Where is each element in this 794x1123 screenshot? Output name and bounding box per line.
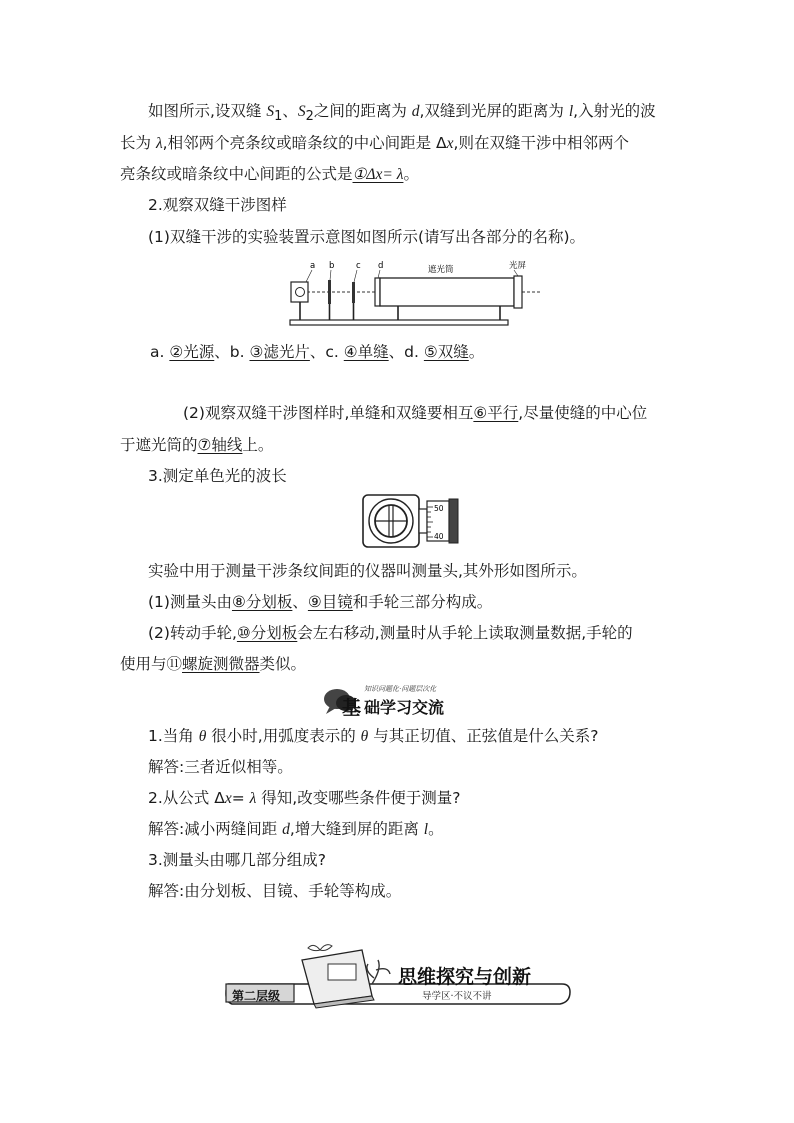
- section-3-p1: [148, 591, 492, 613]
- section-2-item-2-cont: [120, 434, 273, 456]
- leader-line: [306, 270, 312, 282]
- text: 、c.: [309, 343, 344, 361]
- connector: [419, 509, 427, 533]
- label-a: a: [310, 261, 316, 271]
- text: 于遮光筒的: [120, 436, 198, 454]
- label-d: d: [378, 261, 384, 271]
- section-2-item-1: (1)双缝干涉的实验装置示意图如图所示(请写出各部分的名称)。: [148, 228, 586, 246]
- text: 和手轮三部分构成。: [352, 593, 493, 611]
- section-subtitle: 导学区·不议不讲: [422, 991, 492, 1002]
- answer-3: 解答:由分划板、目镜、手轮等构成。: [148, 882, 402, 900]
- answer-formula: ①Δx= λ: [352, 166, 404, 183]
- text: 会左右移动,测量时从手轮上读取测量数据,手轮的: [297, 624, 633, 642]
- answer-light-source: ②光源: [169, 343, 215, 361]
- var-theta: θ: [198, 728, 207, 745]
- answer-reticle-2: ⑩分划板: [236, 624, 298, 642]
- text: 、: [292, 593, 308, 611]
- answer-eyepiece: ⑨目镜: [307, 593, 353, 611]
- var-d: d: [411, 103, 420, 120]
- text: 类似。: [259, 655, 307, 673]
- scale-40: 40: [434, 532, 444, 541]
- text: 解答:减小两缝间距: [148, 820, 283, 838]
- intro-text: ,入射光的波: [573, 102, 656, 120]
- light-shield-tube: [380, 278, 514, 306]
- section-2-heading: 2.观察双缝干涉图样: [148, 196, 287, 214]
- intro-text: 长为: [120, 134, 156, 152]
- butterfly-icon: [308, 945, 332, 951]
- text: ,尽量使缝的中心位: [518, 404, 648, 422]
- var-theta: θ: [360, 728, 369, 745]
- intro-line-2: [120, 132, 629, 155]
- text: 使用与⑪: [120, 655, 183, 673]
- text: 2.从公式 Δ: [148, 789, 225, 807]
- intro-text: ,双缝到光屏的距离为: [419, 102, 569, 120]
- basic-learning-banner: [322, 684, 472, 718]
- level-label: 第二层级: [232, 989, 281, 1003]
- intro-line-1: [148, 100, 656, 128]
- question-1: [148, 725, 598, 748]
- section-title: 思维探究与创新: [398, 966, 532, 988]
- text: a.: [150, 343, 170, 361]
- answer-reticle: ⑧分划板: [231, 593, 293, 611]
- intro-text: 。: [403, 165, 419, 183]
- text: 、b.: [214, 343, 250, 361]
- text: 、d.: [388, 343, 424, 361]
- screen: [514, 276, 522, 308]
- text: (2)转动手轮,: [148, 624, 237, 642]
- text: =: [231, 789, 250, 807]
- label-c: c: [356, 261, 361, 271]
- text: 与其正切值、正弦值是什么关系?: [368, 727, 599, 745]
- label-b: b: [329, 261, 335, 271]
- leader-line: [330, 270, 331, 280]
- answer-2: [148, 818, 444, 841]
- intro-text: 、: [282, 102, 298, 120]
- banner-tagline: 知识问题化·问题层次化: [364, 685, 437, 693]
- answer-double-slit: ⑤双缝: [423, 343, 469, 361]
- var-d: d: [282, 821, 290, 838]
- text: 上。: [242, 436, 274, 454]
- text: ,增大缝到屏的距离: [289, 820, 424, 838]
- section-2-item-2: [183, 402, 647, 424]
- var-x: x: [446, 135, 454, 152]
- answer-micrometer: 螺旋测微器: [182, 655, 260, 673]
- intro-line-3: [120, 163, 419, 186]
- optical-rail: [290, 320, 508, 325]
- subscript: 2: [305, 109, 314, 125]
- subscript: 1: [274, 109, 283, 125]
- banner-title-first-char: 基: [342, 697, 362, 719]
- answer-1: 解答:三者近似相等。: [148, 758, 293, 776]
- bulb-icon: [296, 288, 305, 297]
- answer-filter: ③滤光片: [249, 343, 310, 361]
- measuring-head-desc: 实验中用于测量干涉条纹间距的仪器叫测量头,其外形如图所示。: [148, 562, 587, 580]
- double-slit: [375, 278, 380, 306]
- section-3-p2: [148, 622, 633, 644]
- banner-title: 础学习交流: [364, 698, 445, 717]
- var-l: l: [423, 821, 429, 838]
- text: 得知,改变哪些条件便于测量?: [256, 789, 461, 807]
- var-lambda: λ: [249, 790, 257, 807]
- measuring-head-diagram: [361, 493, 461, 549]
- leader-line: [378, 270, 380, 278]
- intro-text: 之间的距离为: [313, 102, 412, 120]
- var-l: l: [568, 103, 574, 120]
- component-names: [150, 341, 484, 363]
- section-3-p3: [120, 653, 306, 675]
- section-3-heading: 3.测定单色光的波长: [148, 467, 287, 485]
- text: (2)观察双缝干涉图样时,单缝和双缝要相互: [183, 404, 474, 422]
- text: 1.当角: [148, 727, 199, 745]
- plant-icon: [367, 960, 390, 984]
- hand-wheel: [449, 499, 458, 543]
- intro-text: 亮条纹或暗条纹中心间距的公式是: [120, 165, 353, 183]
- intro-text: ,则在双缝干涉中相邻两个: [453, 134, 629, 152]
- text: (1)测量头由: [148, 593, 232, 611]
- var-s2: S: [297, 103, 306, 120]
- single-slit: [352, 282, 355, 303]
- level-two-banner: [222, 940, 572, 1010]
- answer-single-slit: ④单缝: [343, 343, 389, 361]
- var-s1: S: [266, 103, 275, 120]
- filter: [328, 280, 331, 304]
- leader-line: [354, 270, 357, 282]
- answer-parallel: ⑥平行: [473, 404, 519, 422]
- scale-50: 50: [434, 504, 444, 513]
- var-x: x: [224, 790, 232, 807]
- intro-text: ,相邻两个亮条纹或暗条纹的中心间距是 Δ: [162, 134, 447, 152]
- double-slit-apparatus-diagram: [282, 258, 544, 330]
- label-tube: 遮光筒: [428, 265, 454, 275]
- question-3: 3.测量头由哪几部分组成?: [148, 851, 327, 869]
- text: 很小时,用弧度表示的: [206, 727, 361, 745]
- intro-text: 如图所示,设双缝: [148, 102, 267, 120]
- var-lambda: λ: [155, 135, 163, 152]
- label-screen: 光屏: [509, 261, 527, 271]
- text: 。: [428, 820, 444, 838]
- answer-axis: ⑦轴线: [197, 436, 243, 454]
- question-2: [148, 787, 460, 810]
- text: 。: [468, 343, 485, 361]
